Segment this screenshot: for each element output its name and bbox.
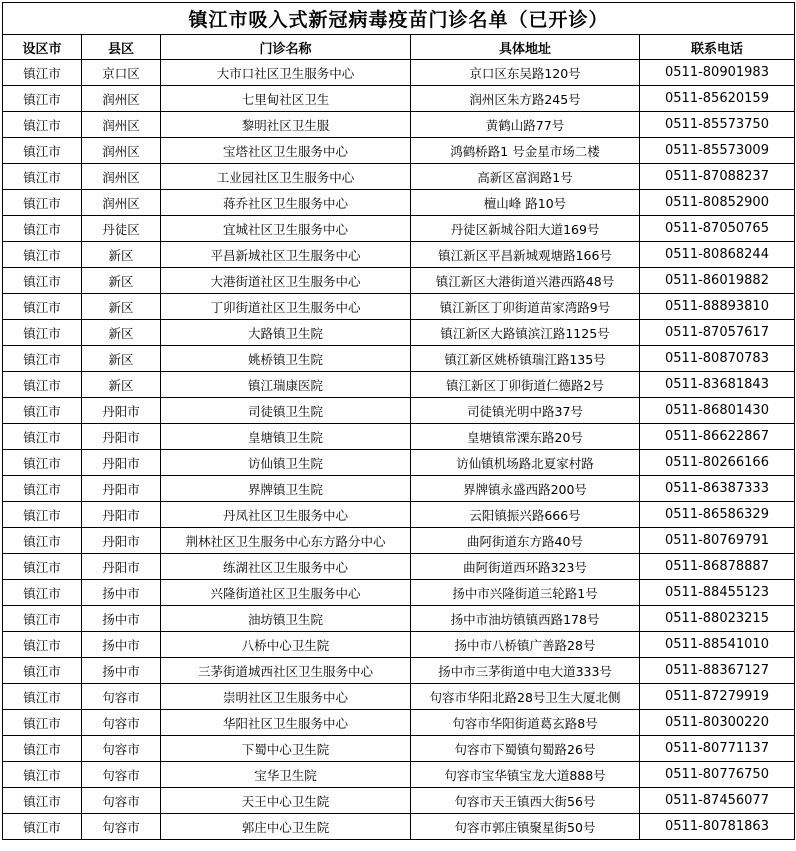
header-phone: 联系电话 xyxy=(640,35,795,60)
cell-clinic-name: 蒋乔社区卫生服务中心 xyxy=(161,190,411,216)
cell-clinic-name: 八桥中心卫生院 xyxy=(161,632,411,658)
table-row xyxy=(3,320,795,346)
cell-phone: 0511-88367127 xyxy=(640,658,795,684)
cell-address: 访仙镇机场路北夏家村路 xyxy=(411,450,640,476)
cell-city: 镇江市 xyxy=(3,762,82,788)
cell-phone: 0511-80781863 xyxy=(640,814,795,840)
cell-county: 新区 xyxy=(82,294,161,320)
header-city: 设区市 xyxy=(3,35,82,60)
table-row xyxy=(3,476,795,502)
table-row xyxy=(3,346,795,372)
cell-phone: 0511-87456077 xyxy=(640,788,795,814)
cell-address: 扬中市油坊镇镇西路178号 xyxy=(411,606,640,632)
table-body xyxy=(3,60,795,840)
cell-county: 润州区 xyxy=(82,190,161,216)
cell-phone: 0511-80868244 xyxy=(640,242,795,268)
cell-county: 新区 xyxy=(82,346,161,372)
cell-clinic-name: 大市口社区卫生服务中心 xyxy=(161,60,411,86)
cell-phone: 0511-86878887 xyxy=(640,554,795,580)
cell-city: 镇江市 xyxy=(3,736,82,762)
cell-address: 界牌镇永盛西路200号 xyxy=(411,476,640,502)
cell-phone: 0511-88893810 xyxy=(640,294,795,320)
cell-city: 镇江市 xyxy=(3,554,82,580)
cell-city: 镇江市 xyxy=(3,320,82,346)
cell-city: 镇江市 xyxy=(3,346,82,372)
cell-city: 镇江市 xyxy=(3,294,82,320)
cell-address: 高新区富润路1号 xyxy=(411,164,640,190)
cell-address: 句容市华阳街道葛玄路8号 xyxy=(411,710,640,736)
table-row xyxy=(3,762,795,788)
cell-address: 鸿鹤桥路1 号金星市场二楼 xyxy=(411,138,640,164)
table-row xyxy=(3,554,795,580)
cell-phone: 0511-85573750 xyxy=(640,112,795,138)
cell-county: 句容市 xyxy=(82,710,161,736)
cell-clinic-name: 练湖社区卫生服务中心 xyxy=(161,554,411,580)
cell-city: 镇江市 xyxy=(3,138,82,164)
table-row xyxy=(3,242,795,268)
header-county: 县区 xyxy=(82,35,161,60)
cell-phone: 0511-86387333 xyxy=(640,476,795,502)
cell-city: 镇江市 xyxy=(3,632,82,658)
cell-city: 镇江市 xyxy=(3,86,82,112)
cell-phone: 0511-88541010 xyxy=(640,632,795,658)
cell-phone: 0511-87050765 xyxy=(640,216,795,242)
cell-city: 镇江市 xyxy=(3,476,82,502)
cell-county: 新区 xyxy=(82,242,161,268)
cell-address: 句容市天王镇西大街56号 xyxy=(411,788,640,814)
cell-phone: 0511-80852900 xyxy=(640,190,795,216)
cell-address: 润州区朱方路245号 xyxy=(411,86,640,112)
cell-clinic-name: 下蜀中心卫生院 xyxy=(161,736,411,762)
cell-city: 镇江市 xyxy=(3,606,82,632)
cell-county: 句容市 xyxy=(82,788,161,814)
cell-clinic-name: 华阳社区卫生服务中心 xyxy=(161,710,411,736)
cell-phone: 0511-80300220 xyxy=(640,710,795,736)
cell-phone: 0511-86019882 xyxy=(640,268,795,294)
cell-county: 丹阳市 xyxy=(82,476,161,502)
cell-address: 丹徒区新城谷阳大道169号 xyxy=(411,216,640,242)
table-row xyxy=(3,112,795,138)
cell-address: 曲阿街道西环路323号 xyxy=(411,554,640,580)
cell-clinic-name: 宝塔社区卫生服务中心 xyxy=(161,138,411,164)
cell-address: 云阳镇振兴路666号 xyxy=(411,502,640,528)
cell-phone: 0511-86801430 xyxy=(640,398,795,424)
cell-clinic-name: 工业园社区卫生服务中心 xyxy=(161,164,411,190)
cell-city: 镇江市 xyxy=(3,60,82,86)
cell-city: 镇江市 xyxy=(3,398,82,424)
cell-city: 镇江市 xyxy=(3,112,82,138)
cell-county: 京口区 xyxy=(82,60,161,86)
cell-city: 镇江市 xyxy=(3,528,82,554)
cell-county: 句容市 xyxy=(82,814,161,840)
page-title: 镇江市吸入式新冠病毒疫苗门诊名单（已开诊） xyxy=(3,3,795,35)
table-row xyxy=(3,60,795,86)
cell-city: 镇江市 xyxy=(3,190,82,216)
cell-phone: 0511-80870783 xyxy=(640,346,795,372)
cell-county: 句容市 xyxy=(82,736,161,762)
cell-county: 句容市 xyxy=(82,762,161,788)
cell-clinic-name: 宜城社区卫生服务中心 xyxy=(161,216,411,242)
table-row xyxy=(3,528,795,554)
table-row xyxy=(3,372,795,398)
cell-county: 丹阳市 xyxy=(82,554,161,580)
cell-county: 新区 xyxy=(82,268,161,294)
header-address: 具体地址 xyxy=(411,35,640,60)
cell-county: 扬中市 xyxy=(82,580,161,606)
cell-county: 润州区 xyxy=(82,164,161,190)
cell-phone: 0511-88023215 xyxy=(640,606,795,632)
table-header-row xyxy=(3,35,795,60)
cell-city: 镇江市 xyxy=(3,268,82,294)
cell-county: 新区 xyxy=(82,320,161,346)
cell-county: 丹阳市 xyxy=(82,502,161,528)
table-row xyxy=(3,294,795,320)
cell-clinic-name: 皇塘镇卫生院 xyxy=(161,424,411,450)
cell-address: 扬中市兴隆街道三轮路1号 xyxy=(411,580,640,606)
cell-address: 句容市华阳北路28号卫生大厦北侧 xyxy=(411,684,640,710)
cell-address: 镇江新区丁卯街道仁德路2号 xyxy=(411,372,640,398)
cell-city: 镇江市 xyxy=(3,164,82,190)
cell-address: 镇江新区平昌新城观塘路166号 xyxy=(411,242,640,268)
cell-phone: 0511-87057617 xyxy=(640,320,795,346)
cell-phone: 0511-83681843 xyxy=(640,372,795,398)
cell-city: 镇江市 xyxy=(3,788,82,814)
cell-city: 镇江市 xyxy=(3,242,82,268)
table-row xyxy=(3,736,795,762)
table-row xyxy=(3,580,795,606)
cell-address: 句容市郭庄镇聚星街50号 xyxy=(411,814,640,840)
cell-phone: 0511-88455123 xyxy=(640,580,795,606)
cell-clinic-name: 界牌镇卫生院 xyxy=(161,476,411,502)
cell-address: 镇江新区姚桥镇瑞江路135号 xyxy=(411,346,640,372)
cell-county: 润州区 xyxy=(82,138,161,164)
table-row xyxy=(3,710,795,736)
cell-phone: 0511-87088237 xyxy=(640,164,795,190)
table-row xyxy=(3,814,795,840)
cell-clinic-name: 平昌新城社区卫生服务中心 xyxy=(161,242,411,268)
cell-phone: 0511-80771137 xyxy=(640,736,795,762)
cell-clinic-name: 姚桥镇卫生院 xyxy=(161,346,411,372)
cell-clinic-name: 大路镇卫生院 xyxy=(161,320,411,346)
cell-city: 镇江市 xyxy=(3,502,82,528)
cell-city: 镇江市 xyxy=(3,372,82,398)
cell-address: 黄鹤山路77号 xyxy=(411,112,640,138)
cell-phone: 0511-85573009 xyxy=(640,138,795,164)
table-row xyxy=(3,606,795,632)
cell-address: 檀山峰 路10号 xyxy=(411,190,640,216)
cell-address: 句容市下蜀镇句蜀路26号 xyxy=(411,736,640,762)
cell-phone: 0511-86586329 xyxy=(640,502,795,528)
header-clinic: 门诊名称 xyxy=(161,35,411,60)
cell-city: 镇江市 xyxy=(3,450,82,476)
cell-clinic-name: 司徒镇卫生院 xyxy=(161,398,411,424)
table-row xyxy=(3,502,795,528)
cell-clinic-name: 荆林社区卫生服务中心东方路分中心 xyxy=(161,528,411,554)
table-row xyxy=(3,658,795,684)
table-row xyxy=(3,190,795,216)
cell-clinic-name: 大港街道社区卫生服务中心 xyxy=(161,268,411,294)
table-row xyxy=(3,268,795,294)
cell-address: 句容市宝华镇宝龙大道888号 xyxy=(411,762,640,788)
cell-clinic-name: 七里甸社区卫生 xyxy=(161,86,411,112)
table-row xyxy=(3,164,795,190)
cell-city: 镇江市 xyxy=(3,216,82,242)
cell-clinic-name: 镇江瑞康医院 xyxy=(161,372,411,398)
table-row xyxy=(3,632,795,658)
cell-county: 丹徒区 xyxy=(82,216,161,242)
cell-clinic-name: 丹凤社区卫生服务中心 xyxy=(161,502,411,528)
cell-phone: 0511-86622867 xyxy=(640,424,795,450)
cell-phone: 0511-80769791 xyxy=(640,528,795,554)
cell-clinic-name: 崇明社区卫生服务中心 xyxy=(161,684,411,710)
cell-county: 扬中市 xyxy=(82,632,161,658)
table-row xyxy=(3,788,795,814)
cell-city: 镇江市 xyxy=(3,424,82,450)
cell-county: 丹阳市 xyxy=(82,424,161,450)
cell-phone: 0511-80901983 xyxy=(640,60,795,86)
table-row xyxy=(3,86,795,112)
cell-city: 镇江市 xyxy=(3,658,82,684)
cell-county: 丹阳市 xyxy=(82,528,161,554)
cell-clinic-name: 丁卯街道社区卫生服务中心 xyxy=(161,294,411,320)
cell-address: 京口区东吴路120号 xyxy=(411,60,640,86)
cell-clinic-name: 黎明社区卫生服 xyxy=(161,112,411,138)
cell-county: 润州区 xyxy=(82,112,161,138)
cell-address: 扬中市三茅街道中电大道333号 xyxy=(411,658,640,684)
cell-phone: 0511-87279919 xyxy=(640,684,795,710)
table-row xyxy=(3,424,795,450)
cell-clinic-name: 访仙镇卫生院 xyxy=(161,450,411,476)
cell-clinic-name: 兴隆街道社区卫生服务中心 xyxy=(161,580,411,606)
cell-county: 扬中市 xyxy=(82,658,161,684)
cell-clinic-name: 宝华卫生院 xyxy=(161,762,411,788)
clinic-table xyxy=(2,2,795,840)
cell-county: 句容市 xyxy=(82,684,161,710)
cell-city: 镇江市 xyxy=(3,684,82,710)
cell-phone: 0511-85620159 xyxy=(640,86,795,112)
cell-clinic-name: 油坊镇卫生院 xyxy=(161,606,411,632)
cell-phone: 0511-80266166 xyxy=(640,450,795,476)
table-row xyxy=(3,138,795,164)
cell-address: 镇江新区大路镇滨江路1125号 xyxy=(411,320,640,346)
cell-clinic-name: 天王中心卫生院 xyxy=(161,788,411,814)
cell-county: 丹阳市 xyxy=(82,398,161,424)
cell-address: 镇江新区丁卯街道苗家湾路9号 xyxy=(411,294,640,320)
cell-city: 镇江市 xyxy=(3,580,82,606)
cell-address: 皇塘镇常溧东路20号 xyxy=(411,424,640,450)
cell-address: 镇江新区大港街道兴港西路48号 xyxy=(411,268,640,294)
cell-county: 润州区 xyxy=(82,86,161,112)
cell-county: 扬中市 xyxy=(82,606,161,632)
cell-address: 曲阿街道东方路40号 xyxy=(411,528,640,554)
cell-county: 新区 xyxy=(82,372,161,398)
table-row xyxy=(3,684,795,710)
cell-clinic-name: 三茅街道城西社区卫生服务中心 xyxy=(161,658,411,684)
table-row xyxy=(3,450,795,476)
cell-phone: 0511-80776750 xyxy=(640,762,795,788)
cell-county: 丹阳市 xyxy=(82,450,161,476)
table-row xyxy=(3,398,795,424)
cell-address: 扬中市八桥镇广善路28号 xyxy=(411,632,640,658)
clinic-list-sheet xyxy=(2,2,794,840)
cell-address: 司徒镇光明中路37号 xyxy=(411,398,640,424)
cell-clinic-name: 郭庄中心卫生院 xyxy=(161,814,411,840)
cell-city: 镇江市 xyxy=(3,710,82,736)
table-row xyxy=(3,216,795,242)
cell-city: 镇江市 xyxy=(3,814,82,840)
